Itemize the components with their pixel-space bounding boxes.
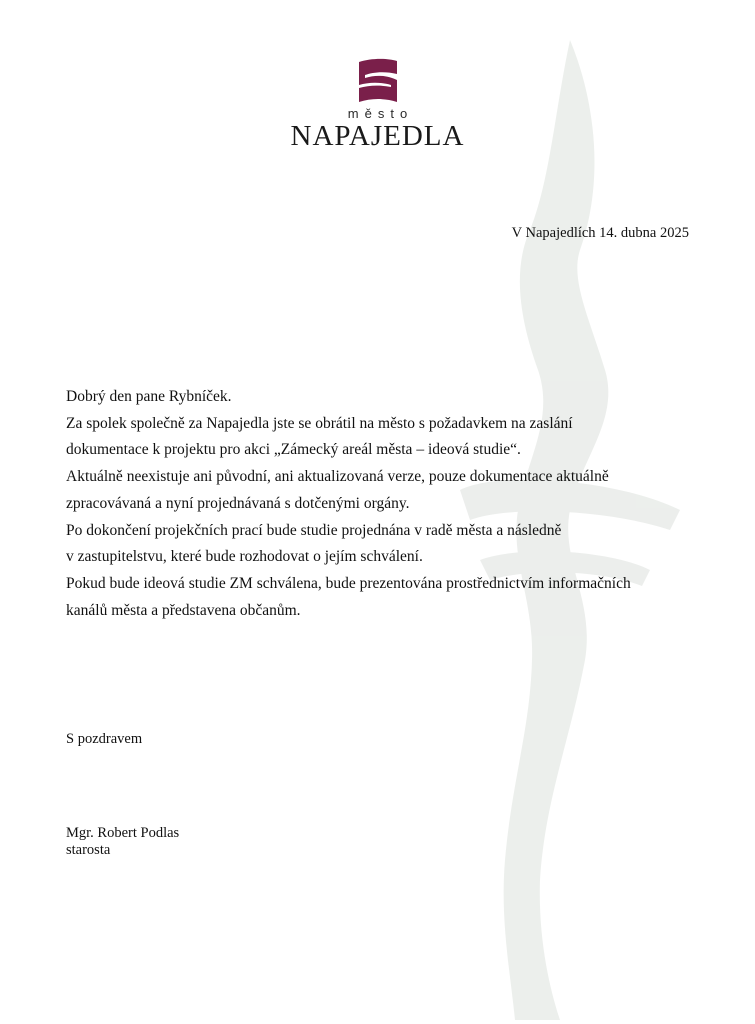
letter-date: V Napajedlích 14. dubna 2025	[511, 225, 689, 241]
body-line: Aktuálně neexistuje ani původní, ani aktualizovaná verze, pouze dokumentace aktuálně	[66, 468, 609, 486]
logo-small-text: město	[347, 106, 414, 121]
logo-city-name: NAPAJEDLA	[290, 120, 465, 152]
signature-block	[66, 825, 179, 859]
body-line: Pokud bude ideová studie ZM schválena, bude prezentována prostřednictvím informačních	[66, 574, 631, 592]
body-line: zpracovávaná a nyní projednávaná s dotčenými orgány.	[66, 494, 410, 512]
body-line: Dobrý den pane Rybníček.	[66, 388, 232, 405]
letter-body	[66, 384, 706, 624]
city-logo	[0, 58, 755, 153]
signatory-title: starosta	[66, 842, 111, 858]
signatory-name: Mgr. Robert Podlas	[66, 825, 180, 841]
closing-salutation: S pozdravem	[66, 731, 143, 747]
body-line: v zastupitelstvu, které bude rozhodovat o jejím schválení.	[66, 548, 423, 566]
body-line: Po dokončení projekčních prací bude studie projednána v radě města a následně	[66, 521, 562, 539]
body-line: kanálů města a představena občanům.	[66, 601, 301, 619]
body-line: dokumentace k projektu pro akci „Zámecký areál města – ideová studie“.	[66, 441, 521, 459]
body-line: Za spolek společně za Napajedla jste se obrátil na město s požadavkem na zaslání	[66, 414, 573, 432]
napajedla-logo-mark-icon	[357, 58, 399, 104]
